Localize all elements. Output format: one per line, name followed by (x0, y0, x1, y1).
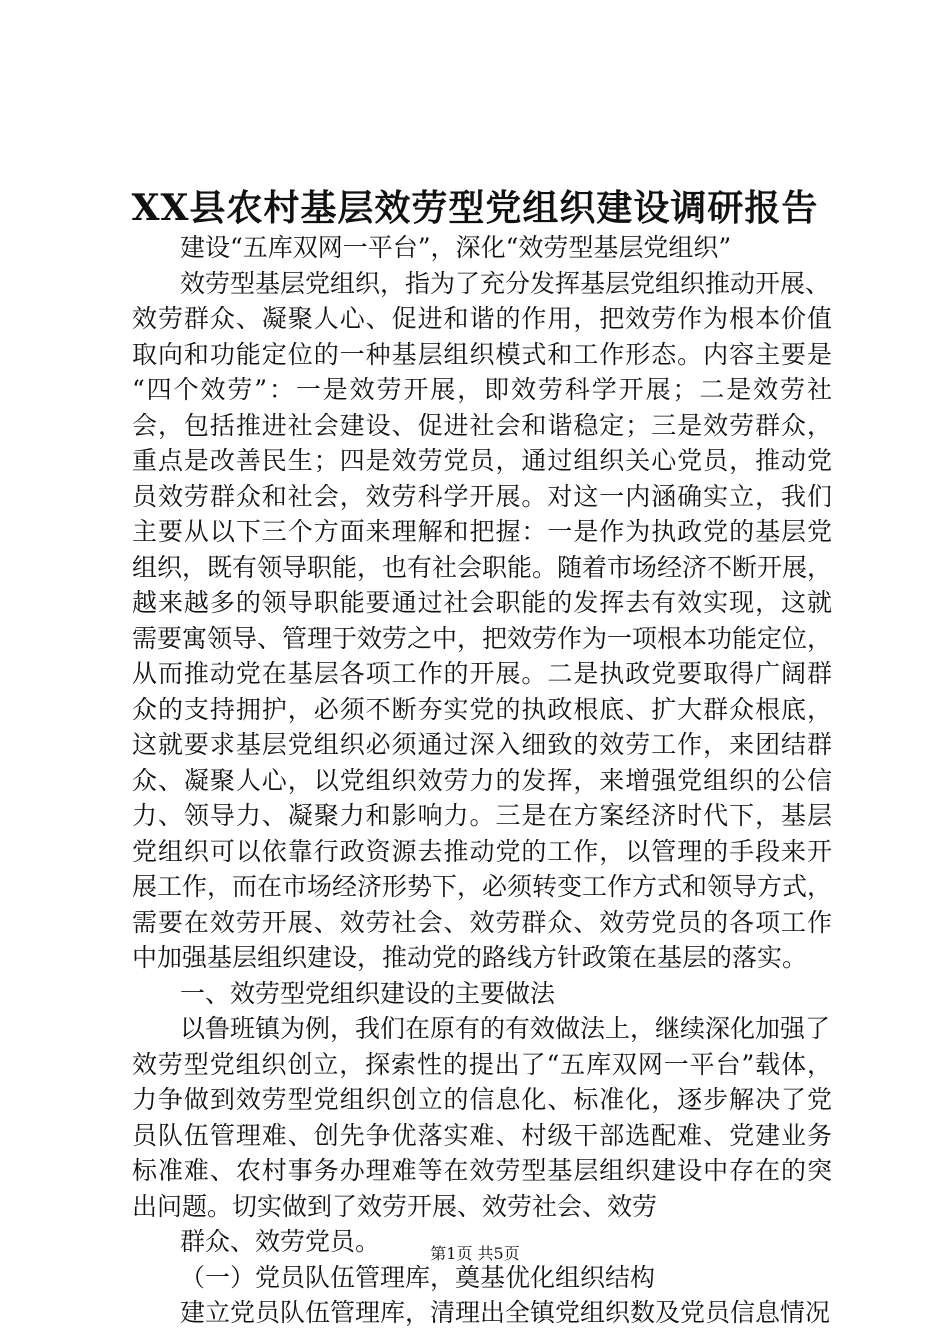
document-body (132, 230, 832, 1331)
document-title: XX县农村基层效劳型党组织建设调研报告 (131, 187, 819, 229)
paragraph-line: “四个效劳”：一是效劳开展，即效劳科学开展；二是效劳社 (132, 375, 832, 404)
paragraph-line: 建立党员队伍管理库，清理出全镇党组织数及党员信息情况 (180, 1298, 831, 1327)
paragraph-line: 中加强基层组织建设，推动党的路线方针政策在基层的落实。 (132, 943, 808, 972)
paragraph-line: 以鲁班镇为例，我们在原有的有效做法上，继续深化加强了 (180, 1014, 831, 1043)
paragraph-line: 这就要求基层党组织必须通过深入细致的效劳工作，来团结群 (132, 730, 832, 759)
paragraph-line: 众、凝聚人心，以党组织效劳力的发挥，来增强党组织的公信 (132, 765, 832, 795)
paragraph-line: 标准难、农村事务办理难等在效劳型基层组织建设中存在的突 (132, 1156, 832, 1185)
paragraph-line: 力争做到效劳型党组织创立的信息化、标准化，逐步解决了党 (132, 1085, 832, 1114)
paragraph-line: 效劳群众、凝聚人心、促进和谐的作用，把效劳作为根本价值 (132, 304, 832, 333)
section-heading: 一、效劳型党组织建设的主要做法 (180, 978, 556, 1008)
paragraph-line: 从而推动党在基层各项工作的开展。二是执政党要取得广阔群 (132, 659, 832, 688)
paragraph-line: 员效劳群众和社会，效劳科学开展。对这一内涵确实立，我们 (132, 481, 832, 511)
paragraph-line: 越来越多的领导职能要通过社会职能的发挥去有效实现，这就 (132, 588, 832, 617)
page-footer: 第1页 共5页 (430, 1244, 520, 1263)
paragraph-line: 需要寓领导、管理于效劳之中，把效劳作为一项根本功能定位， (132, 623, 832, 653)
paragraph-line: 主要从以下三个方面来理解和把握：一是作为执政党的基层党 (132, 517, 832, 546)
paragraph-line: 效劳型基层党组织，指为了充分发挥基层党组织推动开展、 (180, 268, 831, 298)
subsection-heading: （一）党员队伍管理库，奠基优化组织结构 (180, 1262, 656, 1292)
paragraph-line: 众的支持拥护，必须不断夯实党的执政根底、扩大群众根底， (132, 694, 832, 724)
paragraph-line: 群众、效劳党员。 (180, 1227, 381, 1256)
paragraph-line: 需要在效劳开展、效劳社会、效劳群众、效劳党员的各项工作 (132, 907, 832, 937)
paragraph-line: 展工作，而在市场经济形势下，必须转变工作方式和领导方式， (132, 872, 832, 901)
paragraph-line: 取向和功能定位的一种基层组织模式和工作形态。内容主要是 (132, 339, 832, 369)
paragraph-line: 重点是改善民生；四是效劳党员，通过组织关心党员，推动党 (132, 446, 832, 475)
subtitle-line: 建设“五库双网一平台”，深化“效劳型基层党组织” (180, 233, 732, 262)
paragraph-line: 员队伍管理难、创先争优落实难、村级干部选配难、党建业务 (132, 1120, 832, 1150)
paragraph-line: 会，包括推进社会建设、促进社会和谐稳定；三是效劳群众， (132, 410, 832, 440)
paragraph-line: 效劳型党组织创立，探索性的提出了“五库双网一平台”载体， (132, 1049, 832, 1079)
paragraph-line: 党组织可以依靠行政资源去推动党的工作，以管理的手段来开 (132, 836, 832, 866)
paragraph-line: 组织，既有领导职能，也有社会职能。随着市场经济不断开展， (132, 552, 832, 582)
paragraph-line: 力、领导力、凝聚力和影响力。三是在方案经济时代下，基层 (132, 801, 832, 830)
paragraph-line: 出问题。切实做到了效劳开展、效劳社会、效劳 (132, 1191, 658, 1221)
